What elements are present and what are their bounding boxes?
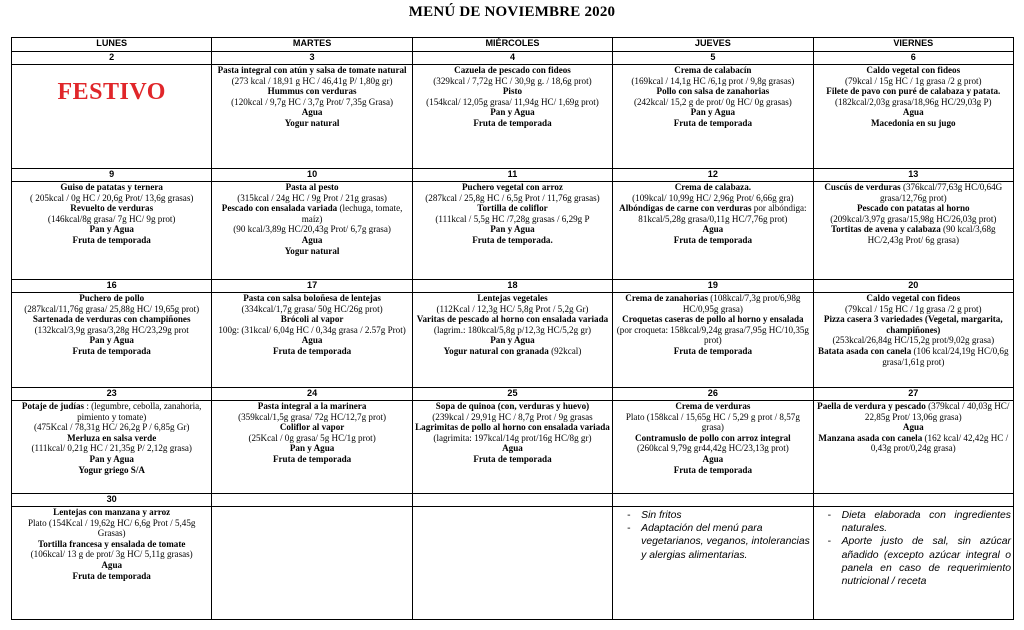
menu-cell [613, 293, 813, 388]
dish-name: Varitas de pescado al horno con ensalada variada [416, 314, 609, 325]
note-item: - Sin fritos [627, 509, 810, 522]
menu-cell [613, 401, 813, 494]
dish-name: Crema de calabacín [674, 65, 752, 75]
dish-name: Cazuela de pescado con fideos [454, 65, 571, 75]
nutrition-info: (287kcal/11,76g grasa/ 25,88g HC/ 19,65g prot) [24, 303, 200, 314]
nutrition-info: (334kcal/1,7g grasa/ 50g HC/26g prot) [241, 303, 383, 314]
nutrition-info: (260kcal 9,79g gr44,42g HC/23,13g prot) [636, 443, 789, 454]
menu-cell [212, 293, 412, 388]
nutrition-info: (162 kcal/ 42,42g HC / 0,43g prot/0,24g grasa) [870, 432, 1009, 454]
nutrition-info: (146kcal/8g grasa/ 7g HC/ 9g prot) [47, 213, 176, 224]
dish-name: Fruta de temporada [473, 117, 552, 128]
day-number: 5 [613, 52, 813, 65]
day-number: 26 [613, 388, 813, 401]
nutrition-info: (209kcal/3,97g grasa/15,98g HC/26,03g prot) [830, 213, 997, 224]
dish-name: Pan y Agua [490, 335, 535, 346]
dish-name: Pan y Agua [89, 335, 134, 346]
nutrition-info: (253kcal/26,84g HC/15,2g prot/9,02g grasa) [832, 335, 995, 346]
nutrition-info: (lagrimita: 197kcal/14g prot/16g HC/8g gr) [433, 432, 592, 443]
menu-weeks [12, 52, 1014, 620]
dish-name: Sopa de quinoa (con, verduras y huevo) [435, 401, 590, 411]
nutrition-info: (109kcal/ 10,99g HC/ 2,96g Prot/ 6,66g gra) [632, 192, 794, 203]
holiday-label: FESTIVO [57, 79, 166, 105]
nutrition-info: Plato (158kcal / 15,65g HC / 5,29 g prot / 8,57g grasa) [625, 411, 800, 433]
dish-name: Guiso de patatas y ternera [60, 182, 163, 192]
menu-cell [813, 182, 1013, 280]
nutrition-info: (315kcal / 24g HC / 9g Prot / 21g grasas) [237, 192, 387, 203]
nutrition-info: (242kcal/ 15,2 g de prot/ 0g HC/ 0g grasas) [633, 96, 792, 107]
menu-row [12, 401, 1014, 494]
nutrition-info: (111kcal/ 0,21g HC / 21,35g P/ 2,12g grasa) [31, 443, 192, 454]
nutrition-info: por albóndiga: 81kcal/5,28g grasa/0,11g HC/7,76g prot) [638, 203, 807, 224]
day-number [212, 494, 412, 507]
nutrition-info: (106kcal/ 13 g de prot/ 3g HC/ 5,11g grasas) [30, 549, 193, 560]
day-number: 30 [12, 494, 212, 507]
dish-name: Filete de pavo con puré de calabaza y patata. [826, 86, 1001, 97]
dish-name: Hummus con verduras [267, 86, 357, 97]
menu-cell [813, 293, 1013, 388]
dish-name: Agua [902, 107, 924, 118]
dish-name: Macedonia en su jugo [870, 117, 956, 128]
dish-name: Fruta de temporada [72, 570, 151, 581]
menu-cell [12, 182, 212, 280]
nutrition-info: (lechuga, tomate, maíz) [301, 203, 403, 224]
menu-row [12, 182, 1014, 280]
dish-name: Pan y Agua [89, 224, 134, 235]
menu-cell [12, 507, 212, 620]
menu-cell [813, 65, 1013, 169]
dish-name: Agua [301, 107, 323, 118]
dish-name: Contramuslo de pollo con arroz integral [635, 432, 791, 443]
dish-name: Coliflor al vapor [279, 422, 345, 433]
nutrition-info: (379kcal / 40,03g HC/ 22,85g Prot/ 13,06g grasa) [864, 401, 1010, 422]
dish-name: Agua [502, 443, 523, 454]
menu-cell [412, 401, 612, 494]
dish-name: Pasta con salsa boloñesa de lentejas [243, 293, 381, 303]
dish-name: Cuscús de verduras [824, 182, 901, 192]
date-row [12, 280, 1014, 293]
day-number: 13 [813, 169, 1013, 182]
menu-cell [412, 507, 612, 620]
weekday-header: MARTES [212, 38, 412, 52]
day-number: 6 [813, 52, 1013, 65]
nutrition-info: (92kcal) [551, 345, 582, 356]
note-item: - Dieta elaborada con ingredientes naturales. [828, 509, 1011, 535]
menu-cell [212, 65, 412, 169]
day-number: 27 [813, 388, 1013, 401]
dish-name: Pisto [502, 86, 523, 97]
dish-name: Crema de zanahorias [625, 293, 708, 303]
nutrition-info: (169kcal / 14,1g HC /6,1g prot / 9,8g grasas) [631, 75, 795, 86]
dish-name: Fruta de temporada [72, 345, 151, 356]
nutrition-info: Plato (154Kcal / 19,62g HC/ 6,6g Prot / 5,45g Grasas) [27, 517, 196, 539]
day-number: 2 [12, 52, 212, 65]
notes-list [615, 509, 810, 562]
menu-cell [212, 507, 412, 620]
day-number: 3 [212, 52, 412, 65]
notes-list [816, 509, 1011, 588]
menu-cell [613, 182, 813, 280]
menu-cell [613, 65, 813, 169]
nutrition-info: (239kcal / 29,91g HC / 8,7g Prot / 9g grasas [432, 411, 593, 422]
date-row [12, 52, 1014, 65]
dish-name: Fruta de temporada [673, 464, 753, 475]
nutrition-info: (25Kcal / 0g grasa/ 5g HC/1g prot) [248, 432, 376, 443]
nutrition-info: ( 205kcal / 0g HC / 20,6g Prot/ 13,6g grasas) [29, 192, 194, 203]
dish-name: Batata asada con canela [818, 345, 912, 356]
dish-name: Lentejas vegetales [477, 293, 548, 303]
nutrition-info: (90 kcal/3,89g HC/20,43g Prot/ 6,7g grasa) [233, 224, 391, 235]
menu-cell [12, 401, 212, 494]
nutrition-info: : (legumbre, cebolla, zanahoria, pimiento y tomate) [77, 401, 202, 422]
day-number: 18 [412, 280, 612, 293]
nutrition-info: (376kcal/77,63g HC/0,64G grasa/12,76g prot) [879, 182, 1003, 203]
nutrition-info: (475Kcal / 78,31g HC/ 26,2g P / 6,85g Gr) [33, 422, 190, 433]
day-number: 20 [813, 280, 1013, 293]
dish-name: Fruta de temporada [673, 117, 753, 128]
date-row [12, 388, 1014, 401]
menu-cell [813, 401, 1013, 494]
nutrition-info: (273 kcal / 18,91 g HC / 46,41g P/ 1,80g gr) [231, 75, 393, 86]
menu-cell [412, 293, 612, 388]
dish-name: Caldo vegetal con fideos [866, 293, 961, 303]
weekday-header: JUEVES [613, 38, 813, 52]
dish-name: Croquetas caseras de pollo al horno y ensalada [622, 314, 804, 325]
nutrition-info: (lagrim.: 180kcal/5,8g p/12,3g HC/5,2g gr) [433, 324, 592, 335]
nutrition-info: (182kcal/2,03g grasa/18,96g HC/29,03g P) [834, 96, 992, 107]
dish-name: Pescado con patatas al horno [856, 203, 970, 214]
dish-name: Agua [902, 422, 924, 433]
dish-name: Albóndigas de carne con verduras [619, 203, 752, 214]
menu-cell [613, 507, 813, 620]
note-item: - Aporte justo de sal, sin azúcar añadido (excepto azúcar integral o panela en caso de requerimiento nutricional / receta [828, 535, 1011, 588]
menu-row [12, 65, 1014, 169]
day-number: 19 [613, 280, 813, 293]
dish-name: Paella de verdura y pescado [817, 401, 926, 411]
nutrition-info: (112Kcal / 12,3g HC/ 5,8g Prot / 5,2g Gr) [436, 303, 589, 314]
dish-name: Puchero vegetal con arroz [462, 182, 563, 192]
menu-row [12, 293, 1014, 388]
nutrition-info: (106 kcal/24,19g HC/0,6g grasa/1,61g prot) [882, 345, 1009, 367]
dish-name: Yogur natural con granada [443, 345, 549, 356]
dish-name: Yogur natural [284, 245, 340, 256]
dish-name: Pan y Agua [490, 224, 535, 235]
nutrition-info: (132kcal/3,9g grasa/3,28g HC/23,29g prot [34, 324, 189, 335]
day-number [613, 494, 813, 507]
nutrition-info: (287kcal / 25,8g HC / 6,5g Prot / 11,76g grasas) [425, 192, 600, 203]
dish-name: Pizza casera 3 variedades (Vegetal, margarita, champiñones) [823, 314, 1003, 335]
dish-name: Agua [301, 234, 323, 245]
day-number [412, 494, 612, 507]
dish-name: Brócoli al vapor [280, 314, 344, 325]
dish-name: Manzana asada con canela [818, 432, 923, 443]
dish-name: Fruta de temporada [72, 234, 151, 245]
menu-cell [813, 507, 1013, 620]
dish-name: Crema de calabaza. [674, 182, 752, 192]
dish-name: Puchero de pollo [79, 293, 145, 303]
dish-name: Agua [301, 335, 323, 346]
dish-name: Yogur griego S/A [78, 464, 145, 475]
day-number: 9 [12, 169, 212, 182]
day-number [813, 494, 1013, 507]
nutrition-info: (108kcal/7,3g prot/6,98g HC/0,95g grasa) [682, 293, 801, 314]
menu-cell [212, 401, 412, 494]
dish-name: Pasta al pesto [285, 182, 339, 192]
day-number: 16 [12, 280, 212, 293]
dish-name: Pasta integral con atún y salsa de tomate natural [217, 65, 407, 75]
dish-name: Pan y Agua [89, 453, 134, 464]
dish-name: Pan y Agua [289, 443, 335, 454]
date-row [12, 169, 1014, 182]
dish-name: Tortitas de avena y calabaza [830, 224, 941, 235]
menu-cell [412, 65, 612, 169]
nutrition-info: (por croqueta: 158kcal/9,24g grasa/7,95g HC/10,35g prot) [616, 324, 809, 346]
day-number: 24 [212, 388, 412, 401]
menu-cell [212, 182, 412, 280]
dish-name: Lentejas con manzana y arroz [53, 507, 171, 517]
weekday-header: VIERNES [813, 38, 1013, 52]
day-number: 12 [613, 169, 813, 182]
dish-name: Potaje de judías [21, 401, 85, 411]
day-number: 4 [412, 52, 612, 65]
dish-name: Revuelto de verduras [70, 203, 154, 214]
dish-name: Agua [702, 453, 724, 464]
nutrition-info: (79kcal / 15g HC / 1g grasa /2 g prot) [844, 303, 982, 314]
dish-name: Fruta de temporada [272, 345, 352, 356]
dish-name: Caldo vegetal con fideos [866, 65, 961, 75]
dish-name: Pescado con ensalada variada [221, 203, 338, 214]
dish-name: Pan y Agua [490, 107, 535, 118]
date-row [12, 494, 1014, 507]
nutrition-info: (79kcal / 15g HC / 1g grasa /2 g prot) [844, 75, 982, 86]
day-number: 23 [12, 388, 212, 401]
weekday-header-row [12, 38, 1014, 52]
dish-name: Merluza en salsa verde [67, 432, 157, 443]
nutrition-info: (120kcal / 9,7g HC / 3,7g Prot/ 7,35g Grasa) [231, 96, 394, 107]
note-item: - Adaptación del menú para vegetarianos, veganos, intolerancias y alergias alimentarias. [627, 522, 810, 562]
dish-name: Crema de verduras [675, 401, 751, 411]
menu-row [12, 507, 1014, 620]
weekday-header: LUNES [12, 38, 212, 52]
nutrition-info: 100g: (31kcal/ 6,04g HC / 0,34g grasa / 2.57g Prot) [218, 324, 406, 335]
day-number: 11 [412, 169, 612, 182]
nutrition-info: (359kcal/1,5g grasa/ 72g HC/12,7g prot) [238, 411, 387, 422]
menu-cell [412, 182, 612, 280]
menu-cell [12, 65, 212, 169]
menu-table [11, 37, 1014, 620]
dish-name: Pan y Agua [690, 107, 736, 118]
dish-name: Fruta de temporada. [472, 234, 553, 245]
dish-name: Fruta de temporada [473, 453, 552, 464]
weekday-header: MIÉRCOLES [412, 38, 612, 52]
menu-cell [12, 293, 212, 388]
nutrition-info: (90 kcal/3,68g HC/2,43g Prot/ 6g grasa) [867, 224, 996, 245]
nutrition-info: (154kcal/ 12,05g grasa/ 11,94g HC/ 1,69g prot) [426, 96, 599, 107]
dish-name: Sartenada de verduras con champiñones [32, 314, 191, 325]
dish-name: Lagrimitas de pollo al horno con ensalada variada [415, 422, 610, 433]
dish-name: Fruta de temporada [673, 345, 753, 356]
dish-name: Pasta integral a la marinera [257, 401, 367, 411]
dish-name: Agua [702, 224, 724, 235]
nutrition-info: (329kcal / 7,72g HC / 30,9g g. / 18,6g prot) [433, 75, 592, 86]
dish-name: Yogur natural [284, 117, 340, 128]
day-number: 17 [212, 280, 412, 293]
day-number: 25 [412, 388, 612, 401]
page-title: MENÚ DE NOVIEMBRE 2020 [408, 4, 616, 20]
dish-name: Fruta de temporada [272, 453, 352, 464]
dish-name: Pollo con salsa de zanahorias [656, 86, 770, 97]
dish-name: Fruta de temporada [673, 234, 753, 245]
dish-name: Agua [101, 559, 123, 570]
dish-name: Tortilla francesa y ensalada de tomate [37, 538, 186, 549]
day-number: 10 [212, 169, 412, 182]
nutrition-info: (111kcal / 5,5g HC /7,28g grasas / 6,29g P [435, 213, 590, 224]
dish-name: Tortilla de coliflor [477, 203, 548, 214]
